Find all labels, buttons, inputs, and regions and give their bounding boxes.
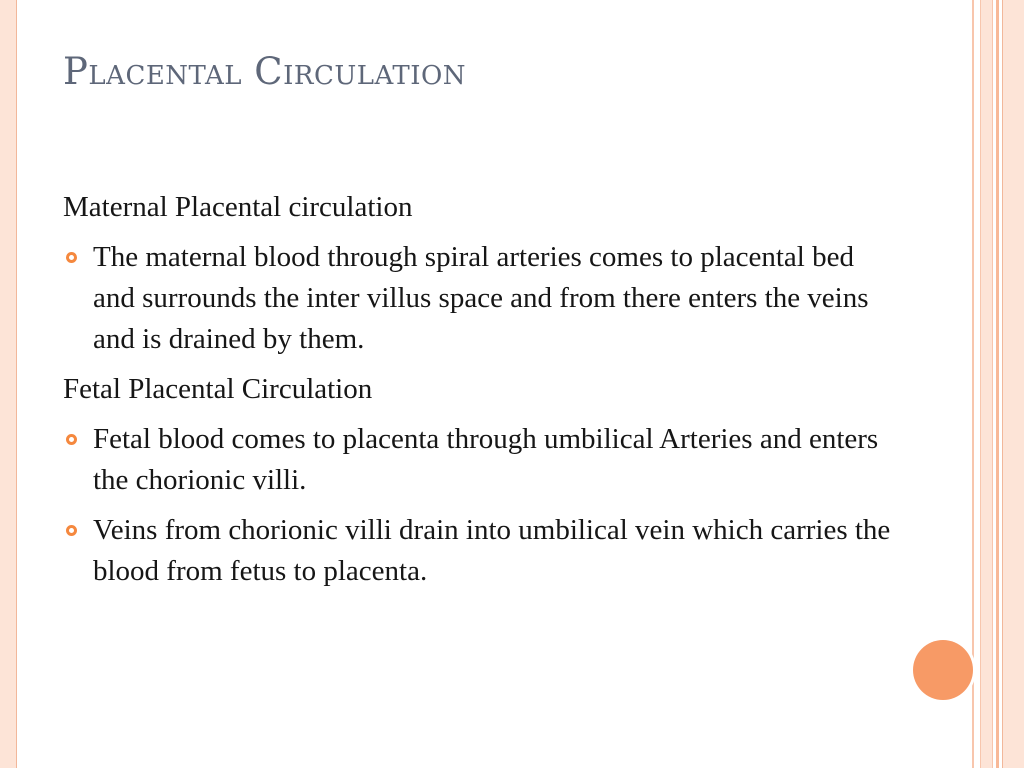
bullet-text: Fetal blood comes to placenta through umbilical Arteries and enters the chorionic villi. [93, 423, 879, 496]
section-heading-fetal: Fetal Placental Circulation [63, 373, 373, 405]
slide-title: Placental Circulation [63, 50, 467, 93]
right-stripes-decoration [972, 0, 1024, 768]
slide-body [63, 187, 893, 601]
stripe [980, 0, 993, 768]
bullet-item [63, 237, 893, 360]
circle-bullet-icon [66, 525, 77, 536]
circle-bullet-icon [66, 252, 77, 263]
bullet-list-maternal [63, 237, 893, 360]
section-heading-maternal: Maternal Placental circulation [63, 191, 413, 223]
stripe [996, 0, 999, 768]
bullet-list-fetal [63, 419, 893, 592]
bullet-text: Veins from chorionic villi drain into umbilical vein which carries the blood from fetus to placenta. [93, 514, 891, 587]
bullet-item [63, 419, 893, 501]
stripe [1002, 0, 1024, 768]
left-border-decoration [0, 0, 17, 768]
orange-circle-icon [913, 640, 973, 700]
bullet-text: The maternal blood through spiral arteries comes to placental bed and surrounds the inter villus space and from there enters the veins and is drained by them. [93, 241, 869, 355]
stripe [972, 0, 974, 768]
circle-bullet-icon [66, 434, 77, 445]
bullet-item [63, 510, 893, 592]
